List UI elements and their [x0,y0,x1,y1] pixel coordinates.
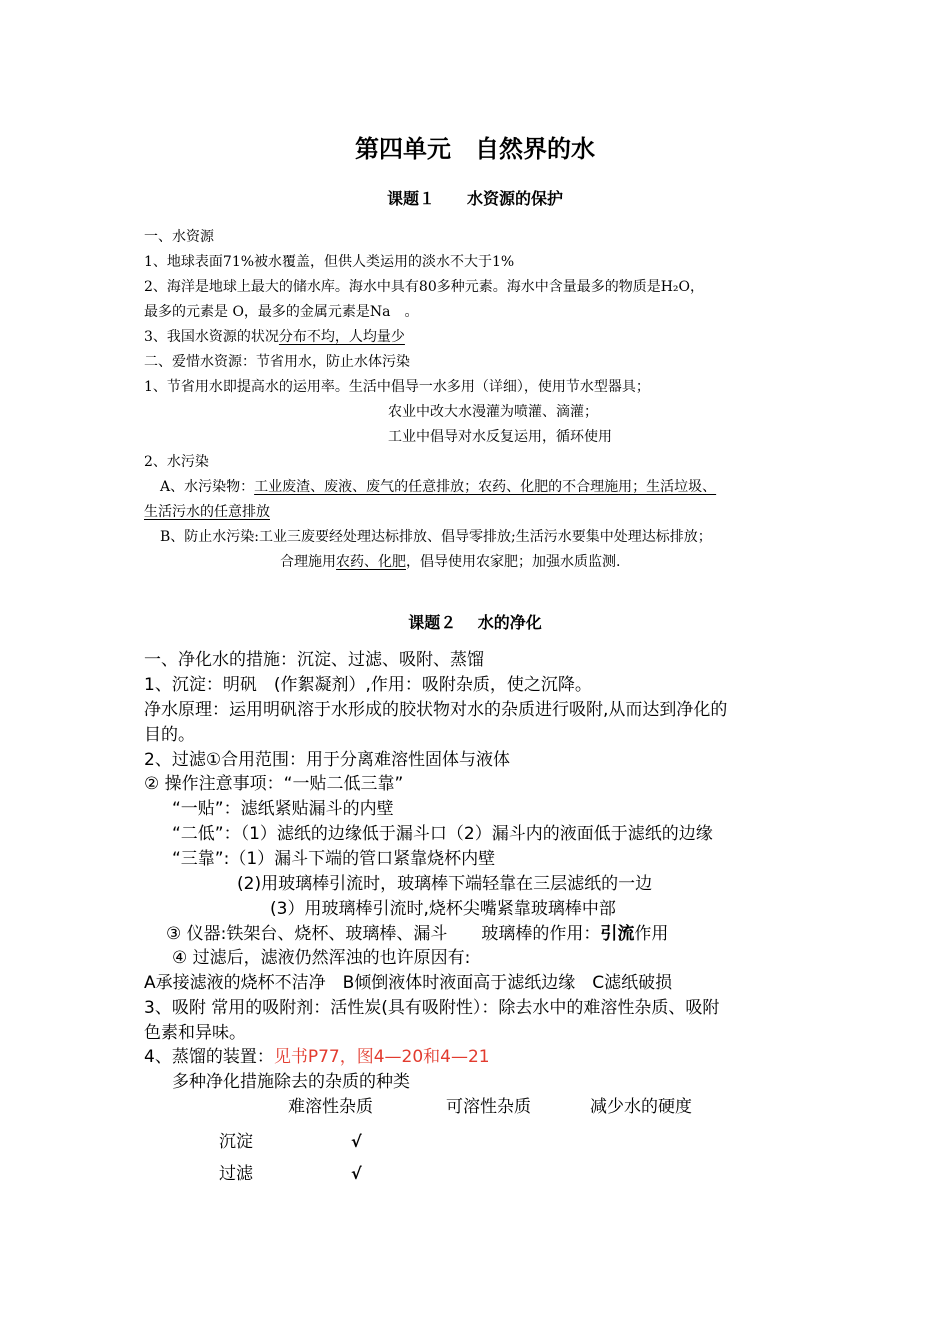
text-line: “二低”：（1）滤纸的边缘低于漏斗口（2）漏斗内的液面低于滤纸的边缘 [172,824,713,844]
text-prefix: 4、蒸馏的装置： [144,1047,274,1067]
topic1-heading: 课题１ 水资源的保护 [386,189,563,208]
red-reference: 见书P77，图4—20和4—21 [273,1047,490,1067]
text-line: 农业中改大水漫灌为喷灌、滴灌； [388,404,598,420]
text-line: (2)用玻璃棒引流时，玻璃棒下端轻靠在三层滤纸的一边 [237,874,653,894]
text-line: 2、海洋是地球上最大的储水库。海水中具有80多种元素。海水中含量最多的物质是H₂O， [144,279,705,295]
text-line: ② 操作注意事项：“一贴二低三靠” [144,774,404,794]
text-line: A承接滤液的烧杯不洁净 B倾倒液体时液面高于滤纸边缘 C滤纸破损 [144,973,673,993]
table-header: 可溶性杂质 [446,1097,531,1117]
text-line [144,1049,490,1066]
section-heading: 二、爱惜水资源：节省用水，防止水体污染 [144,354,410,370]
text-line: 1、地球表面71%被水覆盖，但供人类运用的淡水不大于1% [144,254,515,270]
table-caption: 多种净化措施除去的杂质的种类 [172,1072,410,1092]
text-line: 色素和异味。 [144,1023,246,1043]
text-prefix: ③ 仪器:铁架台、烧杯、玻璃棒、漏斗 玻璃棒的作用： [166,924,601,944]
text-line: ④ 过滤后，滤液仍然浑浊的也许原因有: [172,948,471,968]
check-mark: √ [351,1132,362,1151]
text-line: 工业中倡导对水反复运用，循环使用 [388,429,612,445]
text-line: 2、过滤①合用范围：用于分离难溶性固体与液体 [144,750,511,770]
topic2-heading: 课题２ 水的净化 [408,613,542,632]
section-heading: 一、水资源 [144,229,214,245]
text-line: 目的。 [144,725,195,745]
text-line: 净水原理：运用明矾溶于水形成的胶状物对水的杂质进行吸附,从而达到净化的 [144,700,728,720]
text-line [280,555,620,569]
text-line: 3、吸附 常用的吸附剂：活性炭(具有吸附性）：除去水中的难溶性杂质、吸附 [144,998,720,1018]
text-line: 2、水污染 [144,454,209,470]
underlined-answer: 生活污水的任意排放 [144,504,270,520]
underlined-answer: 分布不均，人均量少 [278,329,405,345]
text-suffix: ，倡导使用农家肥；加强水质监测. [406,554,621,570]
text-prefix: A、水污染物： [160,479,255,495]
text-prefix: 3、我国水资源的状况 [144,329,279,345]
underlined-answer: 农药、化肥 [336,554,406,570]
text-line: 最多的元素是 O，最多的金属元素是Na 。 [144,304,419,320]
text-line [166,926,668,943]
table-row-label: 沉淀 [219,1132,253,1152]
text-prefix: 合理施用 [280,554,336,570]
text-line: 1、节省用水即提高水的运用率。生活中倡导一水多用（详细），使用节水型器具； [144,379,650,395]
underlined-answer: 工业废渣、废液、废气的任意排放；农药、化肥的不合理施用；生活垃圾、 [254,479,717,495]
text-line: “三靠”:（1）漏斗下端的管口紧靠烧杯内壁 [172,849,496,869]
section-heading: 一、净化水的措施：沉淀、过滤、吸附、蒸馏 [144,650,484,670]
text-line: “一贴”：滤纸紧贴漏斗的内壁 [172,799,394,819]
unit-title: 第四单元 自然界的水 [355,135,595,163]
text-line: (3）用玻璃棒引流时,烧杯尖嘴紧靠玻璃棒中部 [270,899,616,919]
text-line [160,480,716,494]
text-line: 1、沉淀：明矾 (作絮凝剂）,作用：吸附杂质，使之沉降。 [144,675,592,695]
table-header: 难溶性杂质 [288,1097,373,1117]
table-header: 减少水的硬度 [590,1097,692,1117]
table-row-label: 过滤 [219,1164,253,1184]
text-line: B、防止水污染:工业三废要经处理达标排放、倡导零排放;生活污水要集中处理达标排放； [160,529,712,545]
text-suffix: 作用 [634,924,669,944]
text-line [144,330,405,344]
bold-term: 引流 [600,924,635,944]
check-mark: √ [351,1164,362,1183]
